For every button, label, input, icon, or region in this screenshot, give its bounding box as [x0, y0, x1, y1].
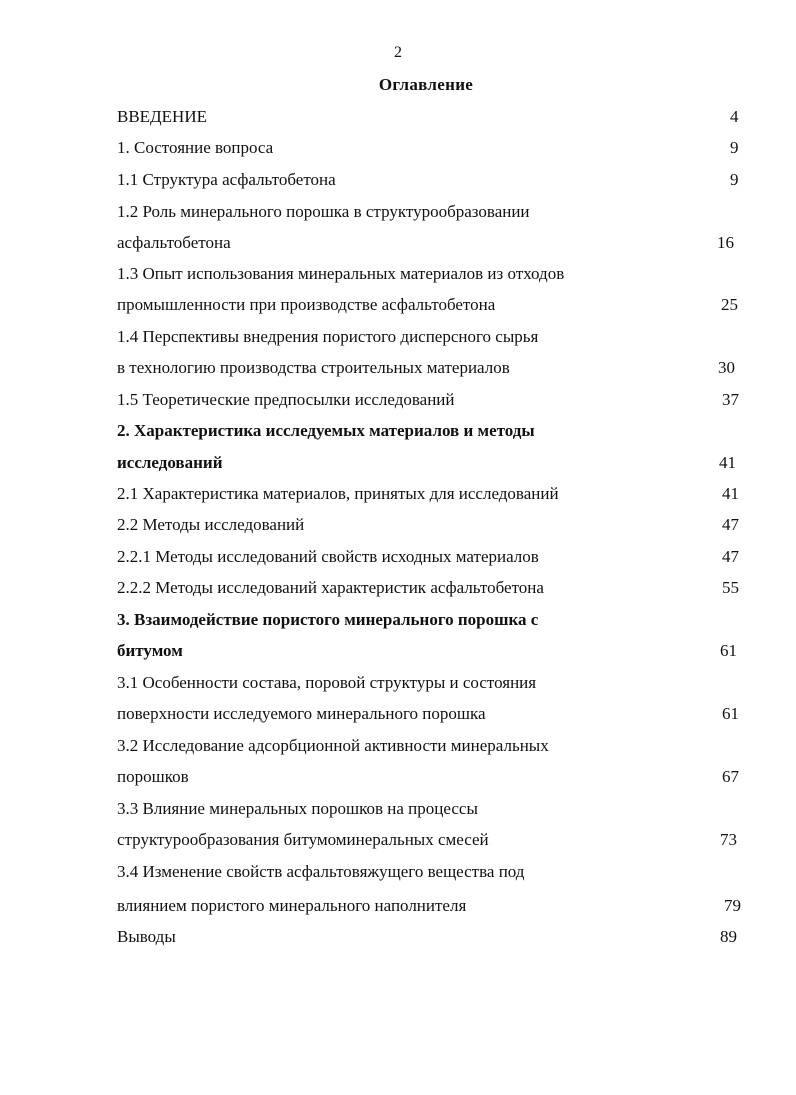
toc-entry-title: битумом [117, 641, 183, 660]
toc-entry-page: 47 [722, 515, 739, 534]
toc-entry-page: 16 [717, 233, 734, 252]
toc-entry [117, 637, 740, 665]
toc-entry [117, 260, 740, 288]
toc-entry-page: 67 [722, 767, 739, 786]
toc-entry [117, 229, 740, 257]
toc-entry [117, 386, 740, 414]
toc-entry-title: 2.1 Характеристика материалов, принятых для исследований [117, 484, 559, 503]
toc-entry [117, 323, 740, 351]
toc-entry-title: 3.3 Влияние минеральных порошков на процессы [117, 799, 478, 818]
toc-entry-title: структурообразования битумоминеральных смесей [117, 830, 489, 849]
toc-entry-page: 89 [720, 927, 737, 946]
toc-entry-title: 2. Характеристика исследуемых материалов и методы [117, 421, 535, 440]
toc-entry-title: асфальтобетона [117, 233, 231, 252]
toc-entry [117, 166, 740, 194]
toc-entry-title: 1.1 Структура асфальтобетона [117, 170, 336, 189]
toc-entry [117, 858, 740, 886]
toc-entry-title: 1.2 Роль минерального порошка в структурообразовании [117, 202, 530, 221]
toc-entry [117, 700, 740, 728]
toc-entry-page: 4 [730, 107, 739, 126]
toc-entry-title: 1.3 Опыт использования минеральных материалов из отходов [117, 264, 565, 283]
toc-entry [117, 795, 740, 823]
toc-entry [117, 923, 740, 951]
toc-entry-page: 30 [718, 358, 735, 377]
toc-entry-title: Выводы [117, 927, 176, 946]
toc-entry-title: 3. Взаимодействие пористого минерального порошка с [117, 610, 539, 629]
toc-entry [117, 574, 740, 602]
page-title: Оглавление [378, 75, 474, 94]
toc-entry-page: 9 [730, 170, 739, 189]
toc-entry-title: в технологию производства строительных материалов [117, 358, 510, 377]
toc-entry-page: 61 [722, 704, 739, 723]
toc-entry-title: 1. Состояние вопроса [117, 138, 274, 157]
toc-entry [117, 606, 740, 634]
toc-entry [117, 543, 740, 571]
toc-entry [117, 417, 740, 445]
toc-entry [117, 449, 740, 477]
toc-entry-title: промышленности при производстве асфальтобетона [117, 295, 496, 314]
toc-entry [117, 669, 740, 697]
toc-entry-title: 2.2.1 Методы исследований свойств исходных материалов [117, 547, 539, 566]
toc-entry-title: 2.2.2 Методы исследований характеристик асфальтобетона [117, 578, 544, 597]
toc-entry [117, 511, 740, 539]
toc-entry-title: 3.4 Изменение свойств асфальтовяжущего вещества под [117, 862, 525, 881]
toc-entry-page: 61 [720, 641, 737, 660]
toc-entry-title: 3.1 Особенности состава, поровой структуры и состояния [117, 673, 537, 692]
toc-entry-page: 73 [720, 830, 737, 849]
toc-entry-page: 41 [719, 453, 736, 472]
toc-entry-page: 47 [722, 547, 739, 566]
toc-entry-page: 55 [722, 578, 739, 597]
toc-entry-title: исследований [117, 453, 223, 472]
toc-entry-title: 1.5 Теоретические предпосылки исследований [117, 390, 455, 409]
toc-entry [117, 732, 740, 760]
toc-entry-page: 41 [722, 484, 739, 503]
toc-entry [117, 763, 740, 791]
toc-entry [117, 826, 740, 854]
toc-entry [117, 354, 740, 382]
toc-entry-page: 37 [722, 390, 739, 409]
toc-entry [117, 103, 740, 131]
toc-entry [117, 892, 740, 920]
toc-entry-title: порошков [117, 767, 189, 786]
toc-entry-title: влиянием пористого минерального наполнителя [117, 896, 467, 915]
toc-entry [117, 198, 740, 226]
toc-entry-title: 1.4 Перспективы внедрения пористого дисперсного сырья [117, 327, 539, 346]
toc-entry-page: 79 [724, 896, 741, 915]
toc-entry-page: 9 [730, 138, 739, 157]
toc-entry-page: 25 [721, 295, 738, 314]
toc-entry [117, 480, 740, 508]
toc-entry-title: 3.2 Исследование адсорбционной активности минеральных [117, 736, 549, 755]
toc-entry-title: 2.2 Методы исследований [117, 515, 305, 534]
toc-entry-title: ВВЕДЕНИЕ [117, 107, 207, 126]
toc-entry [117, 291, 740, 319]
toc-entry-title: поверхности исследуемого минерального порошка [117, 704, 486, 723]
page-number: 2 [394, 44, 402, 61]
toc-entry [117, 134, 740, 162]
